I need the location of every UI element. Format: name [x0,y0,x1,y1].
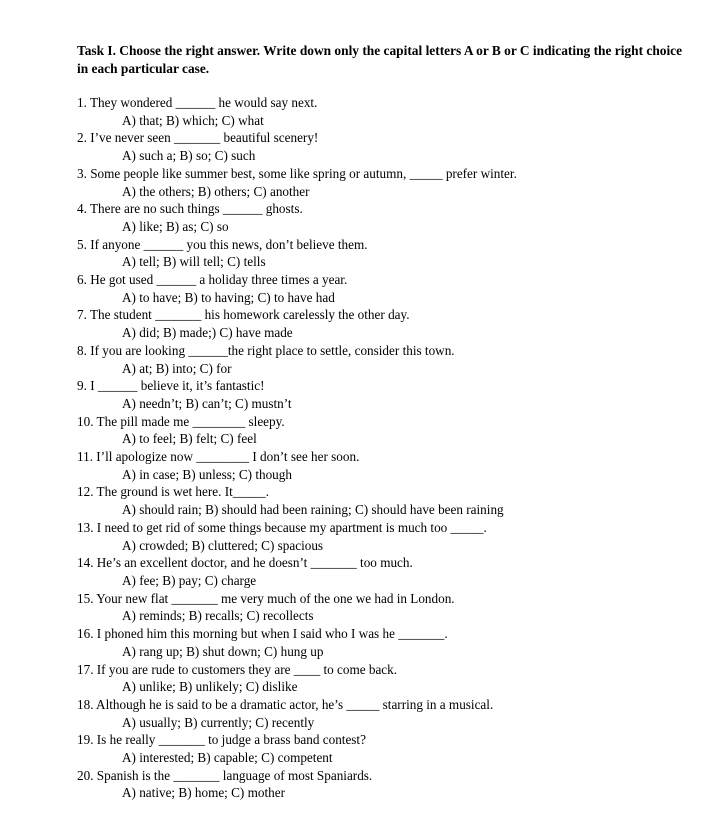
question-text: 7. The student _______ his homework carelessly the other day. [77,307,410,323]
question-text: 9. I ______ believe it, it’s fantastic! [77,378,265,394]
question-options: A) interested; B) capable; C) competent [122,750,333,766]
question-options: A) rang up; B) shut down; C) hung up [122,643,324,659]
question-options: A) tell; B) will tell; C) tells [122,254,266,270]
question-text: 12. The ground is wet here. It_____. [77,484,270,500]
question-item [77,731,697,766]
question-options: A) should rain; B) should had been raining; C) should have been raining [122,502,504,518]
question-list [77,94,697,802]
question-item [77,696,697,731]
question-item [77,94,697,129]
question-text: 14. He’s an excellent doctor, and he doesn’t _______ too much. [77,555,413,571]
question-options: A) crowded; B) cluttered; C) spacious [122,537,324,553]
question-options: A) such a; B) so; C) such [122,148,256,164]
question-options: A) fee; B) pay; C) charge [122,572,257,588]
question-text: 1. They wondered ______ he would say next. [77,95,318,110]
question-text: 5. If anyone ______ you this news, don’t believe them. [77,236,368,252]
question-text: 3. Some people like summer best, some like spring or autumn, _____ prefer winter. [77,165,517,181]
question-text: 20. Spanish is the _______ language of most Spaniards. [77,767,373,783]
question-item [77,377,697,412]
question-options: A) usually; B) currently; C) recently [122,714,315,730]
question-item [77,625,697,660]
question-options: A) the others; B) others; C) another [122,183,310,199]
question-options: A) reminds; B) recalls; C) recollects [122,608,314,624]
question-item [77,200,697,235]
question-text: 19. Is he really _______ to judge a brass band contest? [77,732,366,748]
question-item [77,165,697,200]
question-item [77,236,697,271]
question-text: 6. He got used ______ a holiday three times a year. [77,272,348,288]
question-item [77,448,697,483]
question-item [77,554,697,589]
question-item [77,661,697,696]
question-item [77,342,697,377]
question-options: A) to have; B) to having; C) to have had [122,289,335,305]
question-options: A) at; B) into; C) for [122,360,232,376]
task-title: Task I. Choose the right answer. Write down only the capital letters A or B or C indicating the right choice in each particular case. [77,43,683,76]
question-text: 2. I’ve never seen _______ beautiful scenery! [77,130,319,146]
question-text: 17. If you are rude to customers they are ____ to come back. [77,661,398,677]
question-options: A) did; B) made;) C) have made [122,325,293,341]
question-item [77,129,697,164]
question-options: A) native; B) home; C) mother [122,785,285,801]
question-options: A) needn’t; B) can’t; C) mustn’t [122,395,292,411]
question-options: A) unlike; B) unlikely; C) dislike [122,679,298,695]
question-item [77,519,697,554]
question-item [77,483,697,518]
question-item [77,271,697,306]
question-text: 8. If you are looking ______the right place to settle, consider this town. [77,342,455,358]
question-text: 13. I need to get rid of some things because my apartment is much too _____. [77,519,487,535]
question-item [77,767,697,802]
question-text: 16. I phoned him this morning but when I said who I was he _______. [77,626,448,642]
question-options: A) to feel; B) felt; C) feel [122,431,257,447]
question-text: 10. The pill made me ________ sleepy. [77,413,285,429]
question-item [77,306,697,341]
question-item [77,413,697,448]
question-options: A) in case; B) unless; C) though [122,466,292,482]
question-text: 11. I’ll apologize now ________ I don’t see her soon. [77,449,360,465]
question-options: A) that; B) which; C) what [122,112,264,128]
question-text: 18. Although he is said to be a dramatic actor, he’s _____ starring in a musical. [77,696,494,712]
question-text: 15. Your new flat _______ me very much of the one we had in London. [77,590,455,606]
question-text: 4. There are no such things ______ ghosts. [77,201,303,217]
question-options: A) like; B) as; C) so [122,218,229,234]
question-item [77,590,697,625]
